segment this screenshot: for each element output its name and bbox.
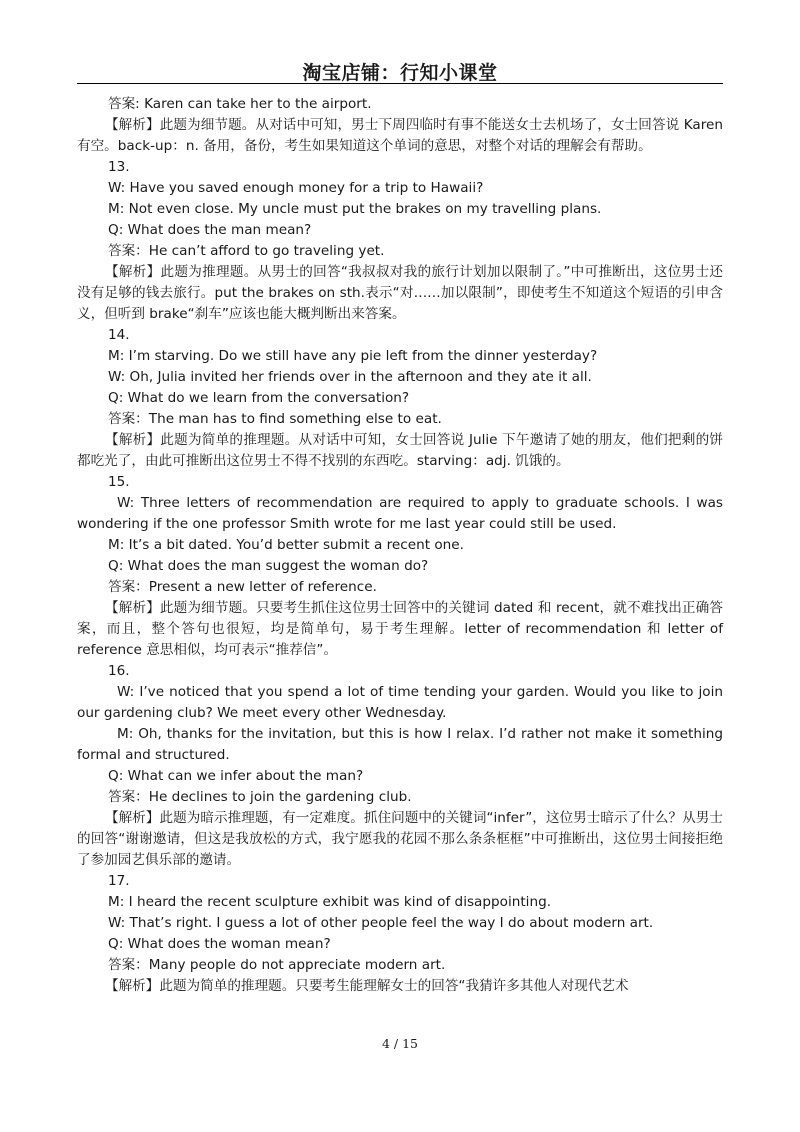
text-line: 【解析】此题为细节题。只要考生抓住这位男士回答中的关键词 dated 和 recent，就不难找出正确答案，而且，整个答句也很短，均是简单句，易于考生理解。letter of recommendation 和 letter of reference 意思相似，均可表示“推荐信”。	[77, 600, 723, 658]
text-line: M: I’m starving. Do we still have any pie left from the dinner yesterday?	[108, 348, 598, 364]
text-line: M: I heard the recent sculpture exhibit was kind of disappointing.	[108, 894, 552, 910]
text-line: W: Oh, Julia invited her friends over in the afternoon and they ate it all.	[108, 369, 592, 385]
text-line: 【解析】此题为简单的推理题。从对话中可知，女士回答说 Julie 下午邀请了她的朋友，他们把剩的饼都吃光了，由此可推断出这位男士不得不找别的东西吃。starving：adj. 饥饿的。	[77, 432, 723, 469]
text-line: 答案：Present a new letter of reference.	[108, 579, 377, 595]
text-line: Q: What does the woman mean?	[108, 936, 331, 952]
text-line: 【解析】此题为暗示推理题，有一定难度。抓住问题中的关键词“infer”，这位男士暗示了什么？从男士的回答“谢谢邀请，但这是我放松的方式，我宁愿我的花园不那么条条框框”中可推断出，这位男士间接拒绝了参加园艺俱乐部的邀请。	[77, 810, 723, 868]
text-line: 答案：He declines to join the gardening club.	[108, 789, 412, 805]
page-header: 淘宝店铺：行知小课堂	[302, 62, 498, 84]
text-line: Q: What do we learn from the conversation?	[108, 390, 410, 406]
text-line: W: Three letters of recommendation are required to apply to graduate schools. I was wondering if the one professor Smith wrote for me last year could still be used.	[77, 495, 723, 532]
page-number: 4 / 15	[381, 1036, 419, 1051]
text-line: 答案：He can’t afford to go traveling yet.	[108, 243, 385, 259]
text-line: M: Oh, thanks for the invitation, but this is how I relax. I’d rather not make it something formal and structured.	[77, 726, 723, 763]
text-line: Q: What can we infer about the man?	[108, 768, 364, 784]
text-line: 17.	[108, 873, 130, 889]
text-line: W: Have you saved enough money for a trip to Hawaii?	[108, 180, 484, 196]
text-line: 【解析】此题为推理题。从男士的回答“我叔叔对我的旅行计划加以限制了。”中可推断出，这位男士还没有足够的钱去旅行。put the brakes on sth.表示“对……加以限制”，即使考生不知道这个短语的引申含义，但听到 brake“刹车”应该也能大概判断出来答案。	[77, 264, 723, 322]
text-line: W: I’ve noticed that you spend a lot of time tending your garden. Would you like to join our gardening club? We meet every other Wednesday.	[77, 684, 723, 721]
text-line: M: Not even close. My uncle must put the brakes on my travelling plans.	[108, 201, 602, 217]
text-line: M: It’s a bit dated. You’d better submit a recent one.	[108, 537, 464, 553]
document-body	[77, 94, 723, 997]
text-line: Q: What does the man suggest the woman do?	[108, 558, 429, 574]
text-line: Q: What does the man mean?	[108, 222, 312, 238]
text-line: 【解析】此题为简单的推理题。只要考生能理解女士的回答“我猜许多其他人对现代艺术	[105, 978, 629, 994]
text-line: 【解析】此题为细节题。从对话中可知，男士下周四临时有事不能送女士去机场了，女士回答说 Karen 有空。back-up：n. 备用，备份，考生如果知道这个单词的意思，对整个对话的理解会有帮助。	[77, 117, 723, 154]
text-line: W: That’s right. I guess a lot of other people feel the way I do about modern art.	[108, 915, 654, 931]
text-line: 答案: Karen can take her to the airport.	[108, 96, 372, 112]
text-line: 答案：Many people do not appreciate modern art.	[108, 957, 446, 973]
text-line: 15.	[108, 474, 130, 490]
text-line: 13.	[108, 159, 130, 175]
text-line: 14.	[108, 327, 130, 343]
text-line: 答案：The man has to find something else to eat.	[108, 411, 442, 427]
header-divider	[77, 83, 723, 84]
text-line: 16.	[108, 663, 130, 679]
